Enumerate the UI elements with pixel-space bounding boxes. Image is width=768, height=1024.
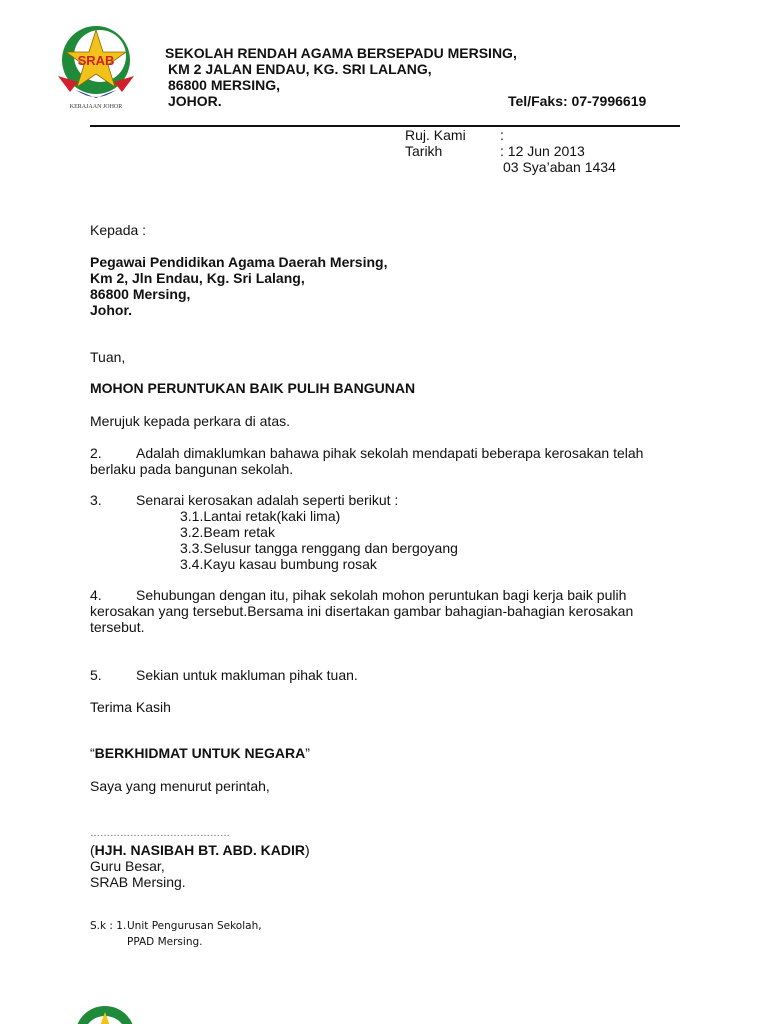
paragraph-5-number: 5.	[90, 667, 102, 683]
paragraph-2-number: 2.	[90, 445, 102, 461]
recipient-line: 86800 Mersing,	[90, 286, 191, 302]
recipient-line: Km 2, Jln Endau, Kg. Sri Lalang,	[90, 270, 305, 286]
tarikh-value: : 12 Jun 2013	[500, 143, 585, 159]
paragraph-3-number: 3.	[90, 492, 102, 508]
tarikh-label: Tarikh	[405, 143, 443, 159]
svg-text:SRAB: SRAB	[77, 53, 115, 68]
school-name: SEKOLAH RENDAH AGAMA BERSEPADU MERSING,	[165, 45, 517, 61]
paragraph-4-number: 4.	[90, 587, 102, 603]
paragraph-4-line: Sehubungan dengan itu, pihak sekolah mohon peruntukan bagi kerja baik pulih	[136, 587, 627, 603]
paragraph-5: Sekian untuk makluman pihak tuan.	[136, 667, 358, 683]
closing: Terima Kasih	[90, 699, 171, 715]
saya-line: Saya yang menurut perintah,	[90, 778, 270, 794]
next-page-logo	[60, 1000, 150, 1024]
motto	[90, 745, 310, 761]
signature-dots: ……………………………………	[90, 828, 230, 839]
signatory-org: SRAB Mersing.	[90, 874, 186, 890]
subject: MOHON PERUNTUKAN BAIK PULIH BANGUNAN	[90, 380, 416, 396]
paragraph-2-line: berlaku pada bangunan sekolah.	[90, 461, 294, 477]
salutation: Tuan,	[90, 349, 126, 365]
recipient-line: Pegawai Pendidikan Agama Daerah Mersing,	[90, 254, 388, 270]
damage-item: 3.1.Lantai retak(kaki lima)	[180, 508, 341, 524]
signatory	[90, 842, 310, 858]
damage-item: 3.2.Beam retak	[180, 524, 275, 540]
sk-line: Unit Pengurusan Sekolah,	[127, 920, 262, 932]
school-address-3: JOHOR.	[168, 93, 222, 109]
motto-close-quote: ”	[305, 745, 310, 761]
ruj-label: Ruj. Kami	[405, 127, 466, 143]
school-logo	[48, 20, 144, 112]
motto-open-quote: “	[90, 745, 95, 761]
paragraph-3: Senarai kerosakan adalah seperti berikut :	[136, 492, 399, 508]
signatory-title: Guru Besar,	[90, 858, 165, 874]
hijri-date: 03 Sya’aban 1434	[503, 159, 616, 175]
header-divider	[90, 125, 680, 127]
paragraph-4-line: kerosakan yang tersebut.Bersama ini disertakan gambar bahagian-bahagian kerosakan	[90, 603, 634, 619]
paragraph-2-line: Adalah dimaklumkan bahawa pihak sekolah mendapati beberapa kerosakan telah	[136, 445, 644, 461]
tel-fax: Tel/Faks: 07-7996619	[508, 93, 647, 109]
school-address-1: KM 2 JALAN ENDAU, KG. SRI LALANG,	[168, 61, 432, 77]
motto-text: BERKHIDMAT UNTUK NEGARA	[94, 745, 306, 761]
damage-item: 3.3.Selusur tangga renggang dan bergoyang	[180, 540, 458, 556]
ruj-value: :	[500, 127, 504, 143]
svg-text:KERAJAAN JOHOR: KERAJAAN JOHOR	[69, 104, 123, 110]
paragraph-4-line: tersebut.	[90, 619, 145, 635]
signatory-name: HJH. NASIBAH BT. ABD. KADIR	[94, 842, 305, 858]
paragraph-1: Merujuk kepada perkara di atas.	[90, 413, 290, 429]
name-close-paren: )	[304, 842, 310, 858]
name-open-paren: (	[90, 842, 95, 858]
damage-item: 3.4.Kayu kasau bumbung rosak	[180, 556, 377, 572]
school-address-2: 86800 MERSING,	[168, 77, 281, 93]
sk-label: S.k : 1.	[90, 920, 127, 932]
recipient-line: Johor.	[90, 302, 133, 318]
kepada-label: Kepada :	[90, 222, 147, 238]
sk-line: PPAD Mersing.	[127, 936, 203, 948]
